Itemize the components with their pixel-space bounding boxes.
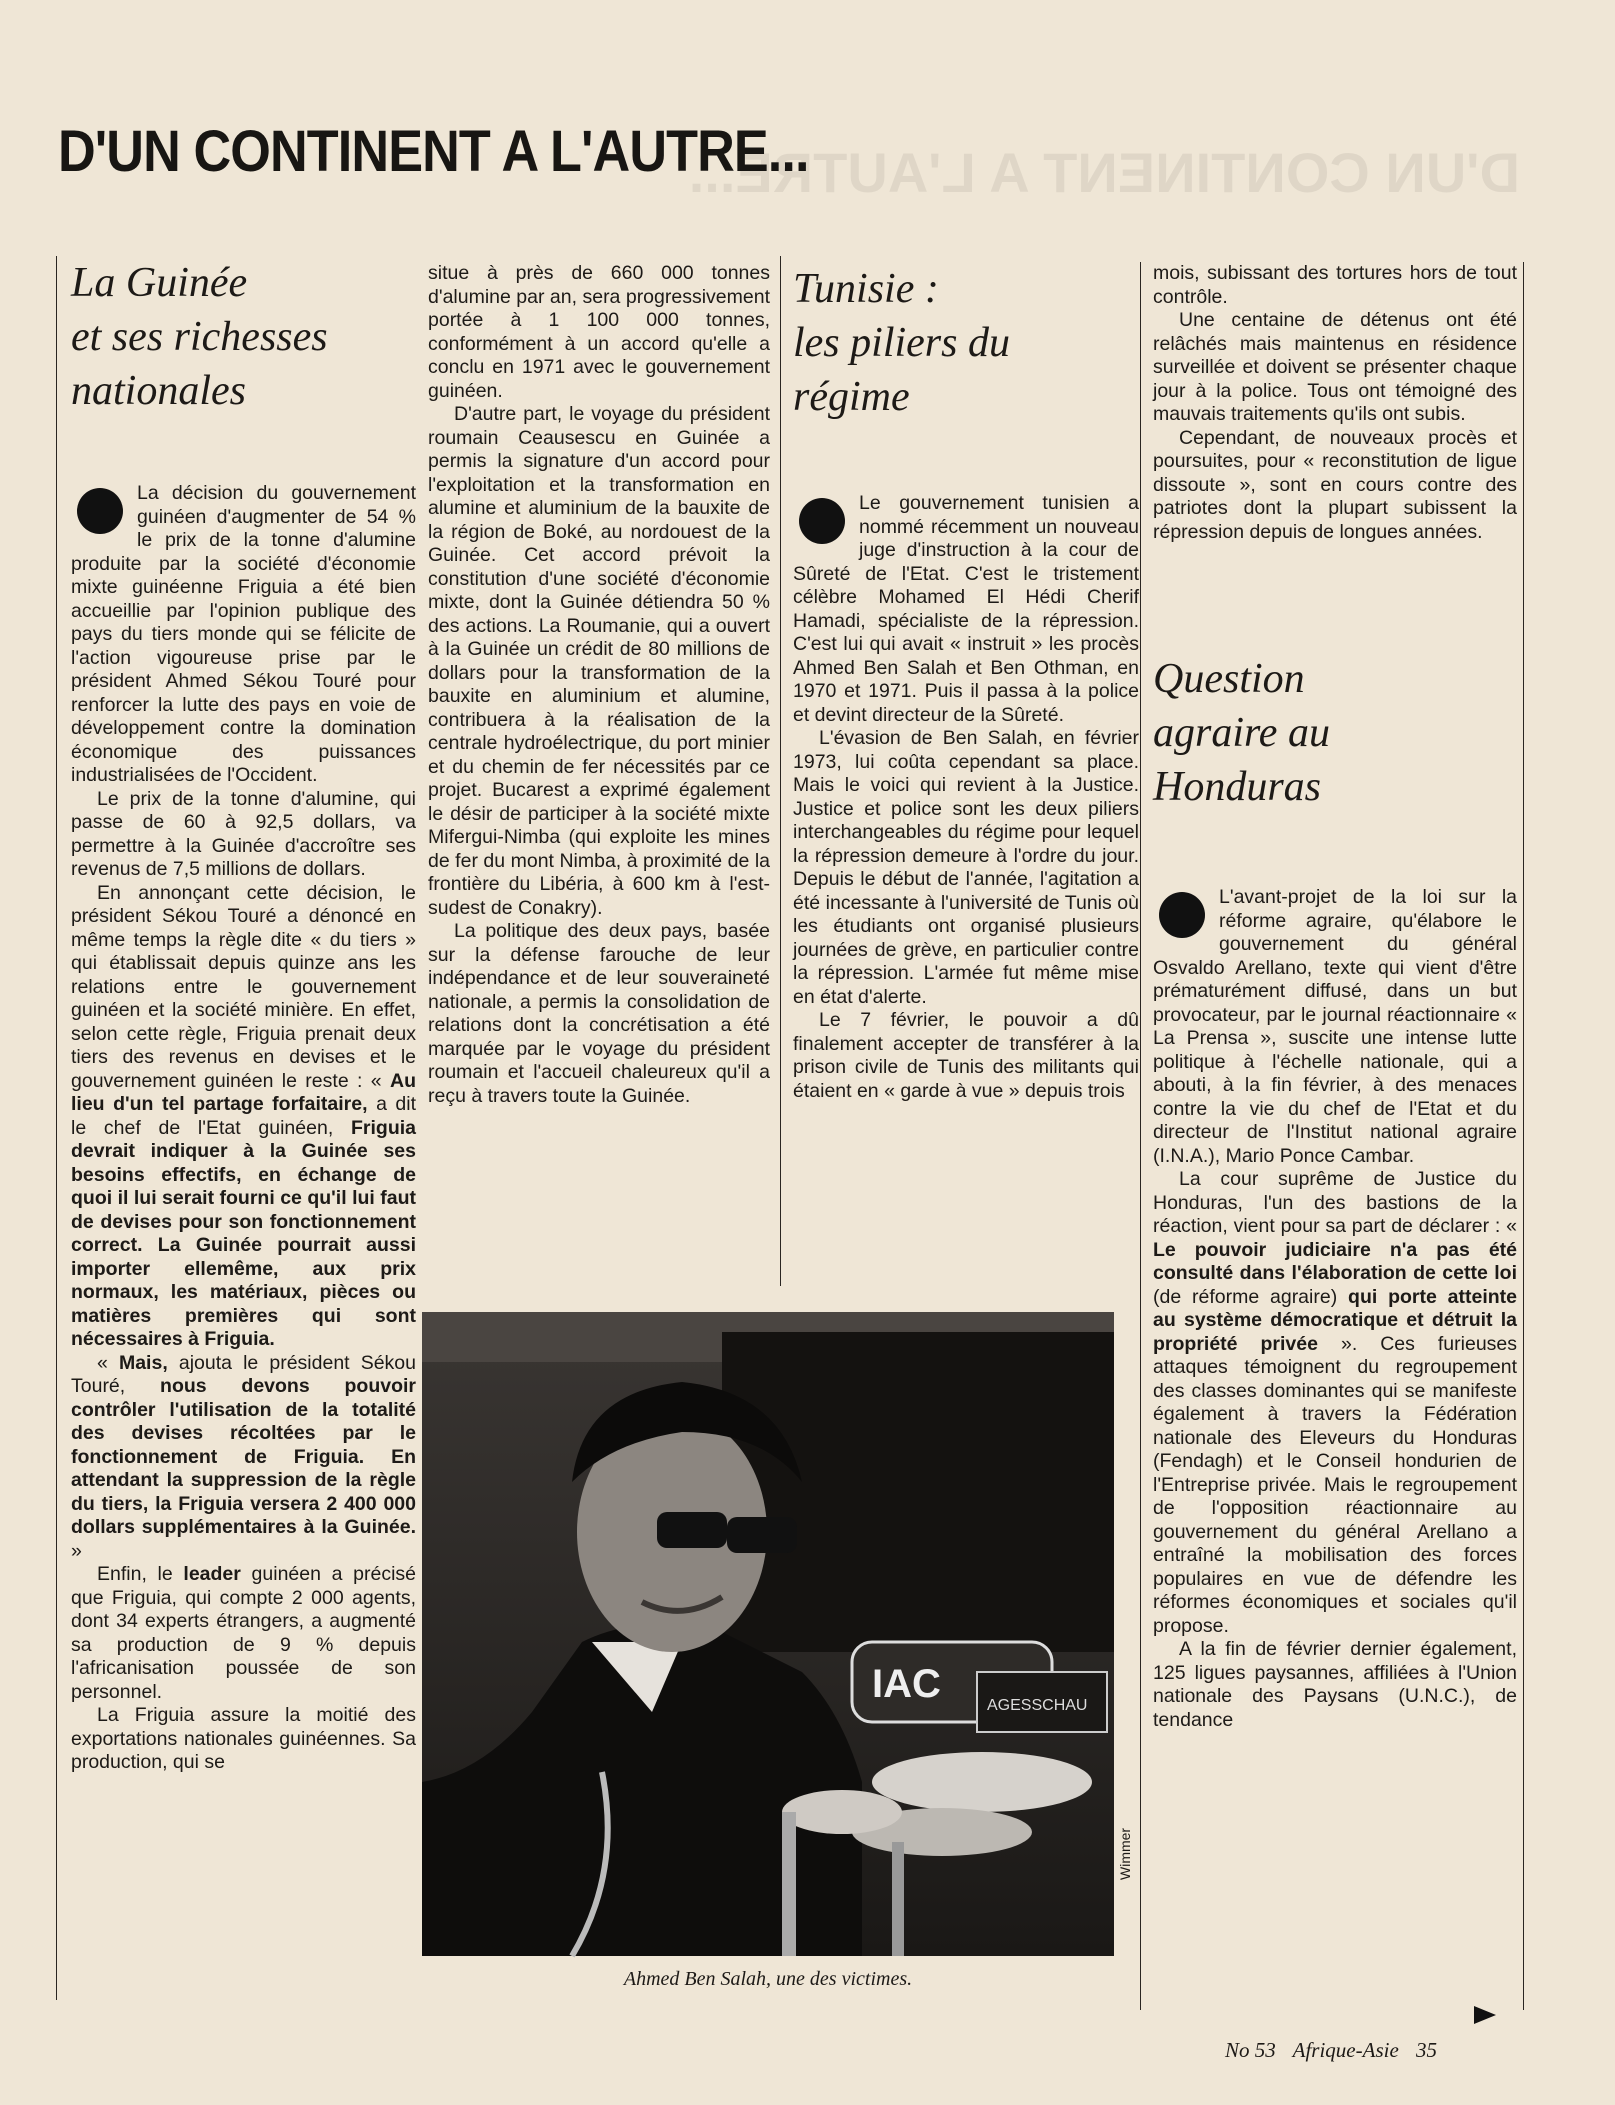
- column-tunisie: [780, 256, 1139, 1286]
- column-guinee-1: [56, 256, 416, 2000]
- tunisie-title: [793, 256, 1139, 432]
- guinee-paragraph-7: situe à près de 660 000 tonnes d'alumine par an, sera progressivement portée à 1 100 000 tonnes, conformément à un accord qu'elle a conclu en 1971 avec le gouvernement guinéen.: [428, 262, 770, 402]
- guinee-p5c: guinéen a précisé que Friguia, qui compte 2 000 agents, dont 34 experts étrangers, a augmenté sa production de 9 % depuis l'africanisation poussée de son personnel.: [71, 1563, 417, 1703]
- tunisie-paragraph-3: Le 7 février, le pouvoir a dû finalement accepter de transférer à la prison civile de Tunis des militants qui étaient en « garde à vue » depuis trois: [793, 1009, 1139, 1102]
- honduras-title-line1: Question: [1153, 656, 1305, 702]
- footer-magazine: Afrique-Asie: [1292, 2038, 1399, 2062]
- honduras-p2b: Le pouvoir judiciaire n'a pas été consulté dans l'élaboration de cette loi: [1153, 1238, 1517, 1284]
- guinee-paragraph-6: La Friguia assure la moitié des exportations nationales guinéennes. Sa production, qui se: [71, 1704, 416, 1773]
- photo-ahmed-ben-salah: [422, 1312, 1114, 1956]
- honduras-p1-text: L'avant-projet de la loi sur la réforme agraire, qu'élabore le gouvernement du général Osvaldo Arellano, texte qui vient d'être prématurément diffusé, dans un but provocateur, par le journal réactionnaire « La Prensa », suscite une intense lutte politique à l'échelle nationale, qui a abouti, à la fin février, à des menaces contre la vie du chef de l'Etat et du directeur de l'Institut national agraire (I.N.A.), Mario Ponce Cambar.: [1153, 886, 1517, 1167]
- honduras-title-line3: Honduras: [1153, 764, 1322, 810]
- tunisie-paragraph-5: Une centaine de détenus ont été relâchés mais maintenus en résidence surveillée et doivent se présenter chaque jour à la police. Tous ont témoigné des mauvais traitements qu'ils ont subis.: [1153, 309, 1517, 425]
- page-headline: D'UN CONTINENT A L'AUTRE...: [58, 119, 809, 184]
- bleed-through-headline: D'UN CONTINENT A L'AUTRE...: [688, 141, 1520, 204]
- mic-label-tagesschau: AGESSCHAU: [987, 1697, 1088, 1714]
- guinee-p3c: a dit le chef de l'Etat guinéen,: [71, 1093, 417, 1139]
- tunisie-paragraph-2: L'évasion de Ben Salah, en février 1973, lui coûta cependant sa place. Mais le voici qui revient à la Justice. Justice et police sont les deux piliers interchangeables du régime pour lequel la répression demeure à l'ordre du jour. Depuis le début de l'année, l'agitation a été incessante à l'université de Tunis où les étudiants ont organisé plusieurs journées de grève, en particulier contre la répression. L'armée fut même mise en état d'alerte.: [793, 727, 1139, 1008]
- guinee-p4d: nous devons pouvoir contrôler l'utilisation de la totalité des devises récoltées par le fonctionnement de Friguia. En attendant la suppression de la règle du tiers, la Friguia versera 2 400 000 dollars supplémentaires à la Guinée.: [71, 1375, 417, 1538]
- guinee-paragraph-4: [71, 1352, 416, 1564]
- guinee-p3d: Friguia devrait indiquer à la Guinée ses besoins effectifs, en échange de quoi il lui serait fourni ce qu'il lui faut de devises pour son fonctionnement correct. La Guinée pourrait aussi importer ellemême, aux prix normaux, les matériaux, pièces ou matières premières qui sont nécessaires à Friguia.: [71, 1116, 416, 1350]
- column-right: [1140, 262, 1524, 2010]
- page-footer: [1225, 2038, 1449, 2063]
- tunisie-p1-text: Le gouvernement tunisien a nommé récemment un nouveau juge d'instruction à la cour de Sûreté de l'Etat. C'est le tristement célèbre Mohamed El Hédi Cherif Hamadi, spécialiste de la répression. C'est lui qui avait « instruit » les procès Ahmed Ben Salah et Ben Othman, en 1970 et 1971. Puis il passa à la police et devint directeur de la Sûreté.: [793, 492, 1139, 726]
- honduras-p2e: ». Ces furieuses attaques témoignent du regroupement des classes dominantes qui se manifeste également à travers la Fédération nationale des Eleveurs du Honduras (Fendagh) et le Conseil hondurien de l'Entreprise privée. Mais le regroupement de l'opposition réactionnaire au gouvernement du général Arellano a entraîné la mobilisation des forces populaires en vue de défendre les réformes économiques et sociales qu'il propose.: [1153, 1332, 1518, 1637]
- tunisie-paragraph-1: [793, 492, 1139, 727]
- guinee-paragraph-2: Le prix de la tonne d'alumine, qui passe de 60 à 92,5 dollars, va permettre à la Guinée d'accroître ses revenus de 7,5 millions de dollars.: [71, 787, 416, 880]
- column-guinee-2: [428, 262, 770, 1284]
- guinee-p4a: «: [97, 1351, 108, 1374]
- guinee-paragraph-5: [71, 1563, 416, 1704]
- bullet-dot-icon: [799, 498, 845, 544]
- honduras-title: [1153, 652, 1517, 822]
- tunisie-paragraph-4: mois, subissant des tortures hors de tout contrôle.: [1153, 262, 1517, 308]
- honduras-p2c: (de réforme agraire): [1153, 1285, 1338, 1308]
- mic-label-iac: IAC: [872, 1662, 941, 1706]
- honduras-p2d: qui porte atteinte au système démocratique et détruit la propriété privée: [1153, 1285, 1518, 1355]
- guinee-title-line1: La Guinée: [71, 260, 248, 306]
- guinee-paragraph-9: La politique des deux pays, basée sur la défense farouche de leur indépendance et de leur souveraineté nationale, a permis la consolidation de relations dont la concrétisation a été marquée par le voyage du président roumain et l'accueil chaleureux qu'il a reçu à travers toute la Guinée.: [428, 920, 770, 1107]
- honduras-title-line2: agraire au: [1153, 710, 1330, 756]
- honduras-paragraph-3: A la fin de février dernier également, 125 ligues paysannes, affiliées à l'Union nationale des Paysans (U.N.C.), de tendance: [1153, 1638, 1517, 1731]
- guinee-paragraph-3: [71, 882, 416, 1352]
- honduras-paragraph-1: [1153, 886, 1517, 1168]
- continue-arrow-icon: [1474, 2006, 1496, 2024]
- bullet-dot-icon: [1159, 892, 1205, 938]
- tunisie-title-line2: les piliers du: [793, 320, 1010, 366]
- guinee-paragraph-8: D'autre part, le voyage du président roumain Ceausescu en Guinée a permis la signature d'un accord pour l'exploitation et la transformation en alumine et aluminium de la bauxite de la région de Boké, au nordouest de la Guinée. Cet accord prévoit la constitution d'une société d'économie mixte, dont la Guinée détiendra 50 % des actions. La Roumanie, qui a ouvert à la Guinée un crédit de 80 millions de dollars pour la transformation de la bauxite en aluminium et alumine, contribuera à la réalisation de la centrale hydroélectrique, du port minier et du chemin de fer nécessités par ce projet. Bucarest a exprimé également le désir de participer à la société mixte Mifergui-Nimba (qui exploite les mines de fer du mont Nimba, à proximité de la frontière du Libéria, à 600 km à l'est-sudest de Conakry).: [428, 403, 770, 919]
- footer-issue: No 53: [1225, 2038, 1276, 2062]
- tunisie-title-line1: Tunisie :: [793, 266, 939, 312]
- guinee-p4c: ajouta le président Sékou Touré,: [71, 1351, 416, 1397]
- guinee-title-line2: et ses richesses: [71, 314, 328, 360]
- bullet-dot-icon: [77, 488, 123, 534]
- guinee-p1-text: La décision du gouvernement guinéen d'augmenter de 54 % le prix de la tonne d'alumine produite par la société d'économie mixte guinéenne Friguia a été bien accueillie par l'opinion publique des pays du tiers monde qui se félicite de l'action vigoureuse prise par le président Ahmed Sékou Touré pour renforcer la lutte des pays en voie de développement contre la domination économique des puissances industrialisées de l'Occident.: [71, 482, 416, 786]
- honduras-paragraph-2: [1153, 1168, 1517, 1638]
- guinee-p4e: »: [71, 1539, 82, 1562]
- guinee-p3b: Au lieu d'un tel partage forfaitaire,: [71, 1069, 416, 1115]
- tunisie-paragraph-6: Cependant, de nouveaux procès et poursuites, pour « reconstitution de ligue dissoute », sont en cours contre des patriotes dont la plupart subissent la répression depuis de longues années.: [1153, 426, 1517, 543]
- photo-credit: Wimmer: [1117, 1827, 1133, 1880]
- guinee-title-line3: nationales: [71, 368, 246, 414]
- guinee-title: [71, 256, 416, 426]
- guinee-p5b: leader: [183, 1563, 241, 1585]
- footer-page-number: 35: [1416, 2038, 1438, 2062]
- guinee-p4b: Mais,: [118, 1351, 168, 1374]
- guinee-p5a: Enfin, le: [97, 1563, 173, 1585]
- tunisie-title-line3: régime: [793, 374, 910, 420]
- guinee-paragraph-1: [71, 482, 416, 788]
- photo-caption: Ahmed Ben Salah, une des victimes.: [623, 1968, 913, 1990]
- portrait-illustration: [422, 1312, 1114, 1956]
- guinee-p3a: En annonçant cette décision, le président Sékou Touré a dénoncé en même temps la règle dite « du tiers » qui établissait depuis quinze ans les relations entre le gouvernement guinéen et la société minière. En effet, selon cette règle, Friguia prenait deux tiers des revenus en devises et le gouvernement guinéen le reste : «: [71, 881, 416, 1092]
- honduras-p2a: La cour suprême de Justice du Honduras, l'un des bastions de la réaction, vient pour sa part de déclarer : «: [1153, 1168, 1517, 1237]
